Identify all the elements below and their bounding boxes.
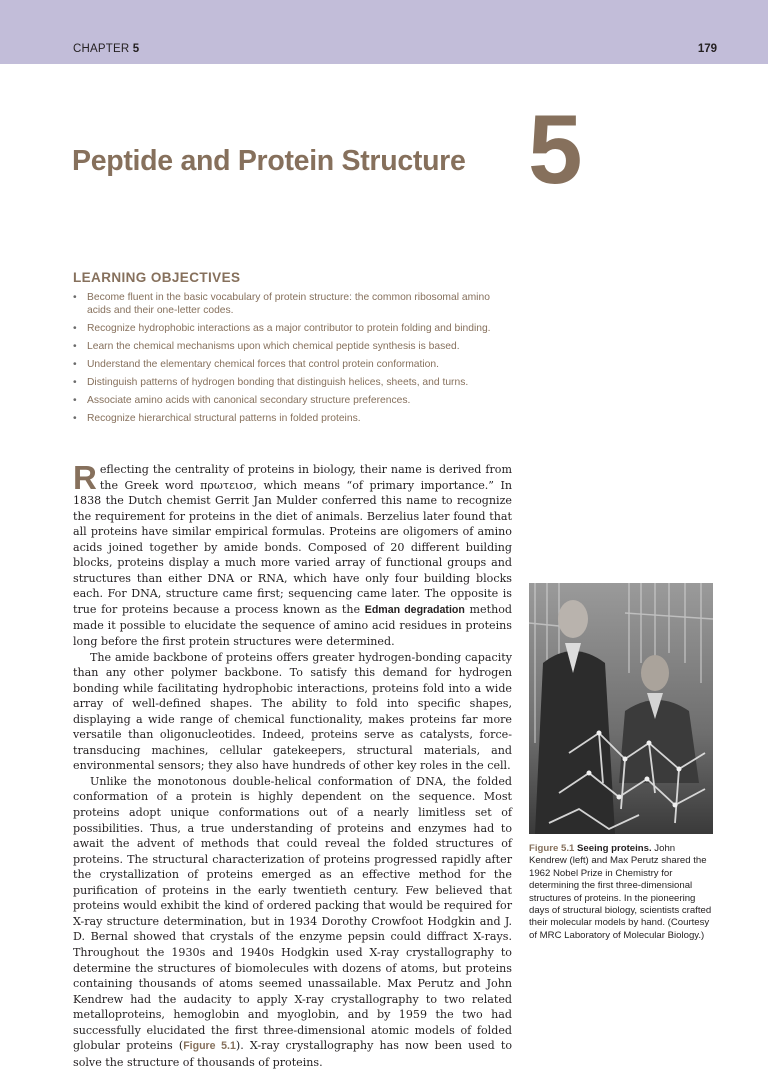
figure-caption: Figure 5.1 Seeing proteins. John Kendrew (left) and Max Perutz shared the 1962 Nobel Prize in Chemistry for determining the first three-dimensional structures of proteins. In the pioneering days of structural biology, scientists crafted their molecular models by hand. (Courtesy of MRC Laboratory of Molecular Biology.) [529, 843, 712, 941]
figure-caption-title: Seeing proteins. [577, 843, 652, 854]
objective-item: • Understand the elementary chemical forces that control protein conformation. [73, 359, 439, 370]
paragraph-3: Unlike the monotonous double-helical conformation of DNA, the folded conformation of a protein is highly dependent on the sequence. Most proteins adopt unique conformations out of a nearly limitless set of possibilities. Thus, a true understanding of proteins and enzymes had to await the advent of methods that could reveal the folded structures of proteins. The structural characterization of proteins progressed rapidly after the crystallization of proteins emerged as an effective method for the purification of proteins in the early twentieth century. Few believed that proteins would exhibit the kind of ordered packing that would be required for X-ray structure determination, but in 1934 Dorothy Crowfoot Hodgkin and J. D. Bernal showed that crystals of the enzyme pepsin could diffract X-rays. Throughout the 1930s and 1940s Hodgkin used X-ray crystallography to determine the structures of biomolecules with dozens of atoms, but proteins containing thousands of atoms seemed unassailable. Max Perutz and John Kendrew had the audacity to apply X-ray crystallography to two related metalloproteins, hemoglobin and myoglobin, and by 1959 the two had successfully elucidated the first three-dimensional atomic models of folded globular proteins (Figure 5.1). X-ray crystallography has now been used to solve the structure of thousands of proteins. [73, 774, 512, 1069]
drop-cap: R [73, 459, 97, 496]
figure-photo [529, 583, 713, 834]
learning-objectives-list [73, 291, 503, 430]
bullet-icon: • [73, 395, 77, 406]
objective-item: • Associate amino acids with canonical secondary structure preferences. [73, 395, 411, 406]
bullet-icon: • [73, 292, 77, 303]
body-text [73, 459, 512, 1070]
photo-kendrew-perutz [529, 583, 713, 834]
chapter-title: Peptide and Protein Structure [72, 145, 466, 177]
objective-item: • Recognize hierarchical structural patterns in folded proteins. [73, 413, 361, 424]
page-number: 179 [697, 43, 717, 55]
objective-item: • Learn the chemical mechanisms upon which chemical peptide synthesis is based. [73, 341, 460, 352]
bullet-icon: • [73, 377, 77, 388]
term-edman-degradation: Edman degradation [364, 603, 465, 616]
running-head-chapter: CHAPTER 5 [73, 43, 140, 55]
chapter-number-large: 5 [528, 94, 583, 204]
bullet-icon: • [73, 323, 77, 334]
paragraph-2: The amide backbone of proteins offers greater hydrogen-bonding capacity than any other polymer backbone. To satisfy this demand for hydrogen bonding while facilitating hydrophobic interactions, proteins fold into a wide array of well-defined shapes. The ability to fold into specific shapes, displaying a wide range of chemical functionality, makes proteins far more versatile than oligonucleotides. Indeed, proteins serve as catalysts, force-transducing machines, cellular gatekeepers, structural materials, and environmental sensors; they also have hundreds of other key roles in the cell. [73, 650, 512, 773]
paragraph-1: Reflecting the centrality of proteins in biology, their name is derived from the Greek word πρωτειοσ, which means “of primary importance.” In 1838 the Dutch chemist Gerrit Jan Mulder conferred this name to recognize the requirement for proteins in the diet of animals. Berzelius later found that all proteins have similar empirical formulas. Proteins are oligomers of amino acids joined together by amide bonds. Composed of 20 different building blocks, proteins display a much more varied array of functional groups and structures than either DNA or RNA, which have only four building blocks each. For DNA, structure came first; sequencing came later. The opposite is true for proteins because a process known as the Edman degradation method made it possible to elucidate the sequence of amino acid residues in proteins long before the first protein structures were determined. [73, 459, 512, 649]
learning-objectives-heading: LEARNING OBJECTIVES [73, 270, 241, 285]
bullet-icon: • [73, 341, 77, 352]
objective-item: • Recognize hydrophobic interactions as a major contributor to protein folding and binding. [73, 323, 491, 334]
objective-item: • Become fluent in the basic vocabulary of protein structure: the common ribosomal amino acids and their one-letter codes. [73, 292, 490, 316]
objective-item: • Distinguish patterns of hydrogen bonding that distinguish helices, sheets, and turns. [73, 377, 469, 388]
figure-reference-link[interactable]: Figure 5.1 [183, 1040, 236, 1053]
bullet-icon: • [73, 359, 77, 370]
bullet-icon: • [73, 413, 77, 424]
figure-label: Figure 5.1 [529, 843, 575, 854]
